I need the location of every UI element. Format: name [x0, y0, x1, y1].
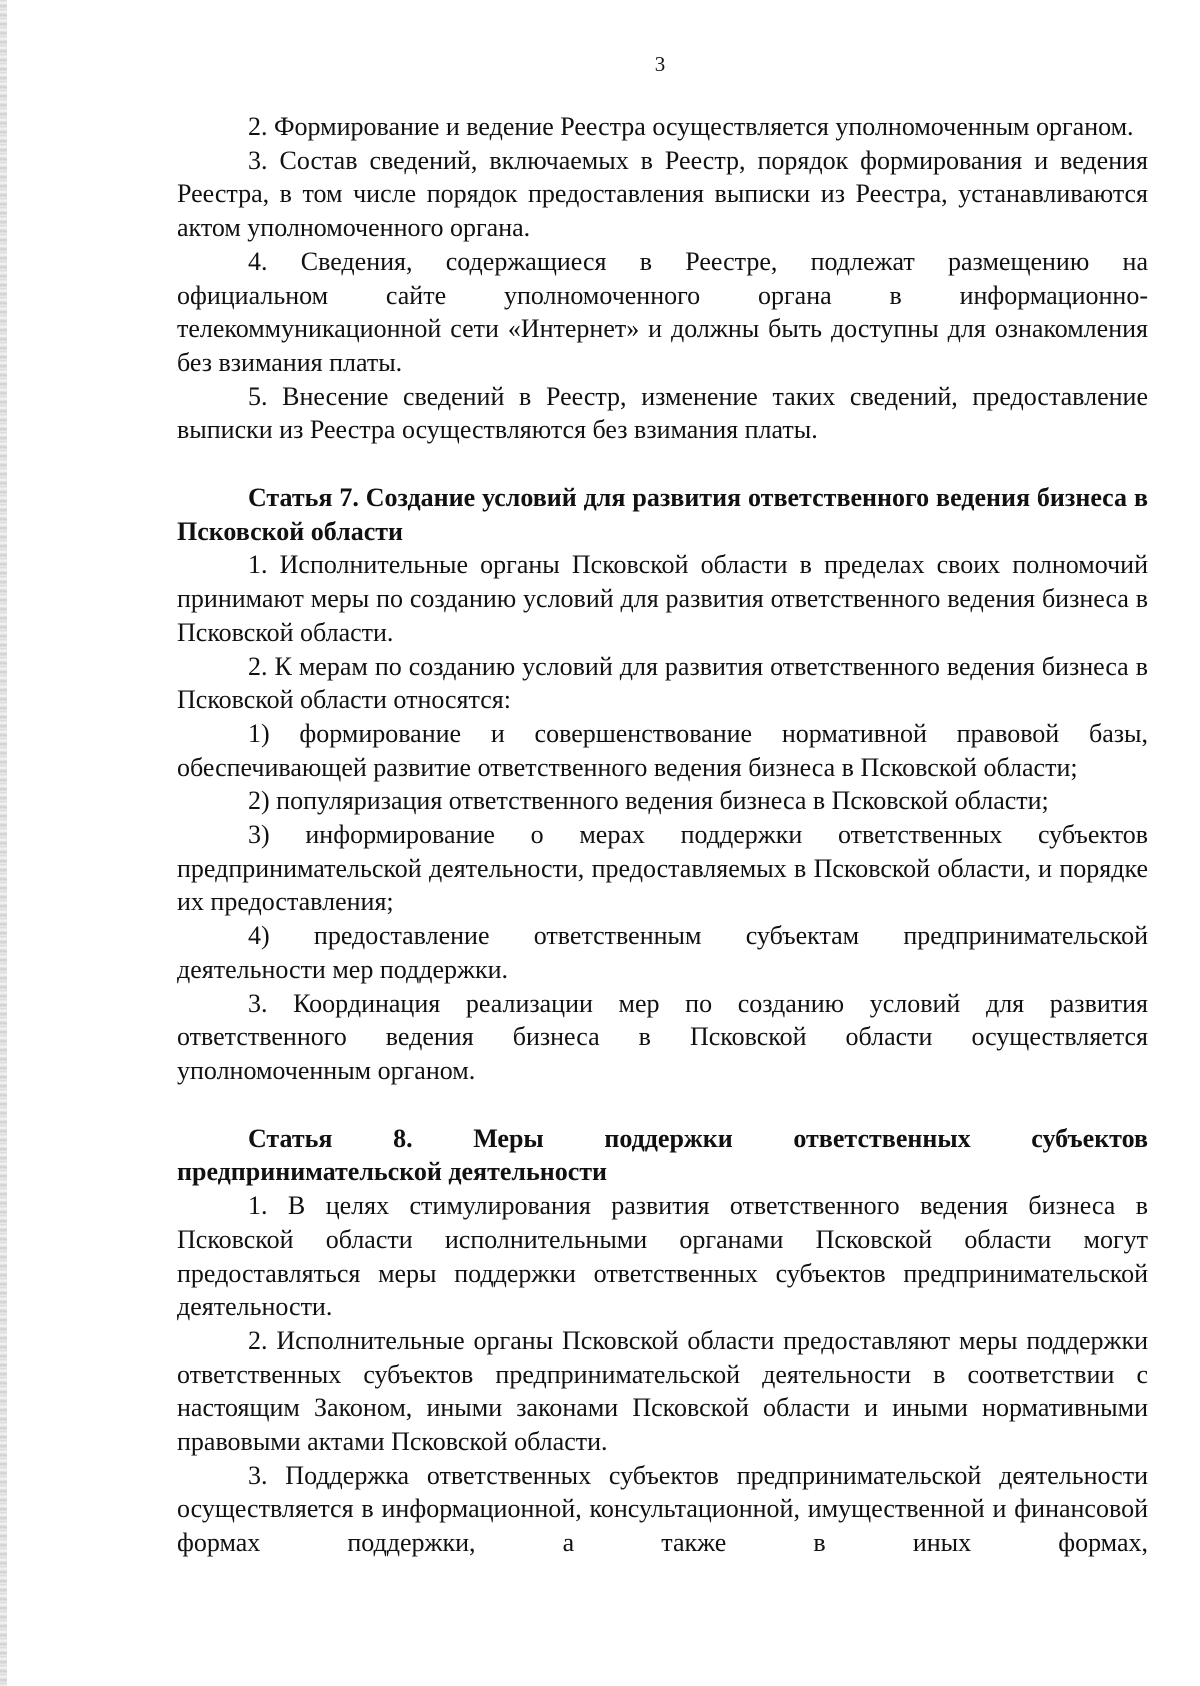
article-8-heading: Статья 8. Меры поддержки ответственных субъектов предпринимательской деятельности [177, 1123, 1148, 1187]
scan-edge [0, 0, 7, 1686]
page-number: 3 [654, 52, 666, 76]
paragraph-4-line-1: 4. Сведения, содержащиеся в Реестре, подлежат размещению на [248, 246, 1148, 276]
article-7-subitem-4: 4) предоставление ответственным субъектам предпринимательской деятельности мер поддержки. [177, 921, 1148, 984]
paragraph-4-continued: официальном сайте уполномоченного органа в информационно-телекоммуникационной сети «Интернет» и должны быть доступны для ознакомления без взимания платы. [177, 280, 1148, 377]
article-8-item-3: 3. Поддержка ответственных субъектов предпринимательской деятельности осуществляется в информационной, консультационной, имущественной и финансовой формах поддержки, а также в иных формах, [177, 1460, 1148, 1558]
article-7-item-2: 2. К мерам по созданию условий для развития ответственного ведения бизнеса в Псковской области относятся: [177, 651, 1148, 715]
article-8-item-2: 2. Исполнительные органы Псковской области предоставляют меры поддержки ответственных субъектов предпринимательской деятельности в соответствии с настоящим Законом, иными законами Псковской области и иными нормативными правовыми актами Псковской области. [177, 1325, 1148, 1457]
article-7-item-1: 1. Исполнительные органы Псковской области в пределах своих полномочий принимают меры по созданию условий для развития ответственного ведения бизнеса в Псковской области. [177, 550, 1148, 647]
paragraph-3: 3. Состав сведений, включаемых в Реестр, порядок формирования и ведения Реестра, в том числе порядок предоставления выписки из Реестра, устанавливаются актом уполномоченного органа. [177, 145, 1148, 243]
paragraph-5: 5. Внесение сведений в Реестр, изменение таких сведений, предоставление выписки из Реестра осуществляются без взимания платы. [177, 381, 1148, 445]
article-7-subitem-3: 3) информирование о мерах поддержки ответственных субъектов предпринимательской деятельности, предоставляемых в Псковской области, и порядке их предоставления; [177, 820, 1148, 917]
paragraph-2: 2. Формирование и ведение Реестра осуществляется уполномоченным органом. [248, 112, 1134, 141]
article-7-subitem-2: 2) популяризация ответственного ведения бизнеса в Псковской области; [248, 786, 1049, 816]
article-7-item-3: 3. Координация реализации мер по созданию условий для развития ответственного ведения бизнеса в Псковской области осуществляется уполномоченным органом. [177, 988, 1148, 1085]
article-7-heading: Статья 7. Создание условий для развития ответственного ведения бизнеса в Псковской области [177, 483, 1148, 546]
article-7-subitem-1: 1) формирование и совершенствование нормативной правовой базы, обеспечивающей развитие ответственного ведения бизнеса в Псковской области; [177, 718, 1148, 782]
document-body [177, 110, 1148, 1560]
article-8-item-1: 1. В целях стимулирования развития ответственного ведения бизнеса в Псковской области исполнительными органами Псковской области могут предоставляться меры поддержки ответственных субъектов предпринимательской деятельности. [177, 1191, 1148, 1322]
